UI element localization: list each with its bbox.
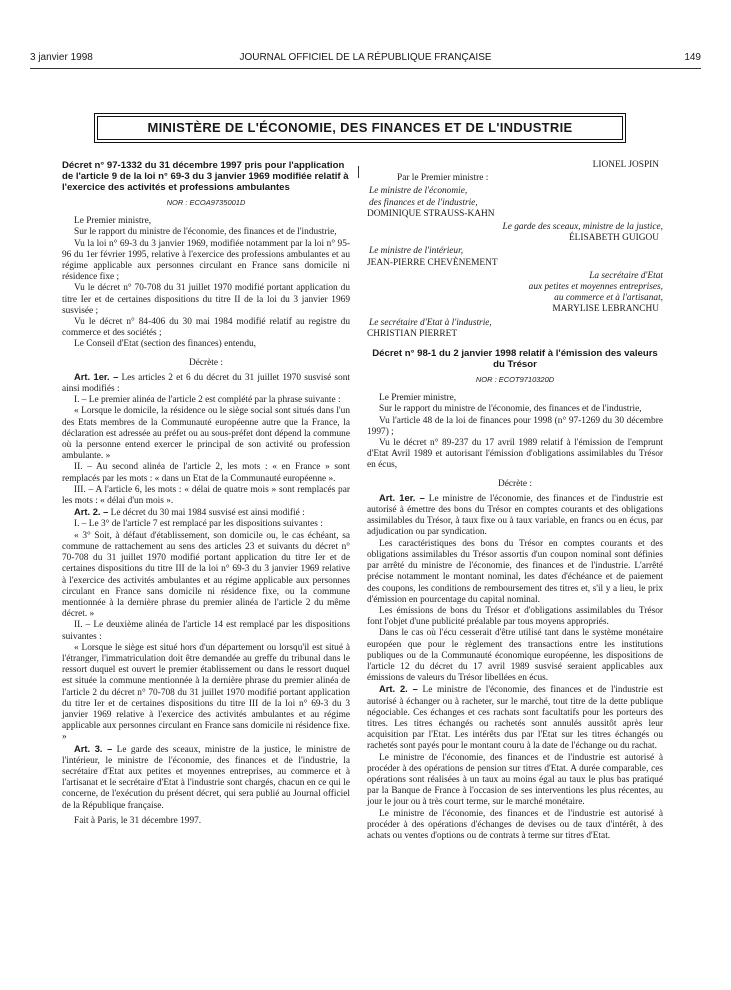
nor-reference: NOR : ECOT9710320D [475, 375, 555, 385]
article-label: Art. 2. – [74, 507, 109, 518]
intro-paragraph: Vu la loi n° 69-3 du 3 janvier 1969, modifiée notamment par la loi n° 95-96 du 1er février 1995, relative à l'exercice des professions ambulantes et au régime applicable aux personnes circulant en France sans domicile ni résidence fixe ; [62, 238, 350, 283]
decrete-heading: Décrète : [189, 357, 223, 368]
signature-entry [367, 271, 663, 316]
signatory-name: DOMINIQUE STRAUSS-KAHN [367, 208, 495, 219]
article-paragraph: Les émissions de bons du Trésor et d'obligations assimilables du Trésor font l'objet d'une publicité préalable par tous moyens appropriés. [367, 605, 663, 628]
signatory-name: JEAN-PIERRE CHEVÈNEMENT [367, 257, 498, 268]
article-paragraph: I. – Le premier alinéa de l'article 2 est complété par la phrase suivante : [74, 395, 341, 406]
signatory-role: aux petites et moyennes entreprises, [528, 282, 663, 293]
signature-entry [367, 222, 663, 244]
article-paragraph: II. – Le deuxième alinéa de l'article 14 est remplacé par les dispositions suivantes : [62, 620, 350, 642]
article-2: Art. 2. – Le ministre de l'économie, des finances et de l'industrie est autorisé à échanger ou à racheter, sur le marché, tout titre de la dette publique négociable. Ces échanges et ces rachats sont facultatifs pour les porteurs des titres. Les titres échangés ou rachetés sont annulés aussitôt après leur acquisition par l'Etat. Les intérêts dus par l'Etat sur les titres échangés ou rachetés sont payés pour le montant couru à la date de l'échange ou du rachat. [367, 684, 663, 752]
article-paragraph: Le ministre de l'économie, des finances et de l'industrie est autorisé à procéder à des opérations de pension sur titres d'Etat. A durée comparable, ces opérations sont réalisées à un taux au moins égal au taux le plus bas pratiqué par la Banque de France à l'occasion de ses interventions les plus récentes, au jour le jour ou à très court terme, sur le marché monétaire. [367, 752, 663, 808]
signatory-role: Le secrétaire d'Etat à l'industrie, [369, 317, 492, 328]
article-paragraph: « Lorsque le domicile, la résidence ou le siège social sont situés dans l'un des Etats membres de la Communauté européenne autre que la France, la déclaration est adressée au préfet ou au sous-préfet dont dépend la commune où la personne entend exercer le principal de son activité ou profession ambulante. » [62, 406, 350, 462]
intro-paragraph: Vu le décret n° 89-237 du 17 avril 1989 relatif à l'émission de l'emprunt d'Etat Avril 1989 et autorisant l'émission d'obligations assimilables du Trésor en écus, [367, 438, 663, 471]
header-rule [30, 68, 701, 69]
intro-paragraph: Sur le rapport du ministre de l'économie, des finances et de l'industrie, [379, 404, 642, 415]
signatory-name: CHRISTIAN PIERRET [367, 328, 458, 339]
done-at-line: Fait à Paris, le 31 décembre 1997. [74, 815, 202, 826]
signature-entry [367, 186, 663, 220]
article-label: Art. 1er. – [74, 371, 119, 382]
signature-entry [367, 246, 663, 268]
header-page-number: 149 [684, 52, 701, 63]
signatory-name: MARYLISE LEBRANCHU [552, 304, 659, 315]
article-2: Art. 2. – Le décret du 30 mai 1984 susvisé est ainsi modifié : [74, 507, 305, 519]
signature-entry [367, 173, 663, 184]
article-paragraph: Dans le cas où l'écu cesserait d'être utilisé tant dans le système monétaire européen que pour le règlement des transactions entre les institutions publiques ou de la Communauté économique européenne, les dispositions de l'article 12 du décret du 17 avril 1989 susvisé seraient applicables aux émissions de valeurs du Trésor libellées en écus. [367, 628, 663, 684]
signatory-name: ÉLISABETH GUIGOU [568, 233, 659, 244]
article-paragraph: « Lorsque le siège est situé hors d'un département ou lorsqu'il est situé à l'étranger, l'immatriculation doit être demandée au greffe du tribunal dans le ressort duquel est ouvert le premier établissement ou dans le ressort duquel est située la commune mentionnée à la dernière phrase du premier alinéa de l'article 2 du décret n° 70-708 du 31 juillet 1970 modifié portant application du titre Ier et de certaines dispositions du titre III de la loi n° 69-3 du 3 janvier 1969 relative à l'exercice des activités ambulantes et au régime applicable aux personnes circulant en France sans domicile ni résidence fixe. » [62, 642, 350, 743]
article-paragraph: II. – Au second alinéa de l'article 2, les mots : « en France » sont remplacés par les mots : « dans un Etat de la Communauté européenne ». [62, 462, 350, 484]
article-paragraph: Le ministre de l'économie, des finances et de l'industrie est autorisé à procéder à des opérations d'échanges de devises ou de taux d'intérêt, à des achats ou ventes d'options ou de contrats à terme sur titres d'Etat. [367, 808, 663, 841]
ministry-banner: MINISTÈRE DE L'ÉCONOMIE, DES FINANCES ET DE L'INDUSTRIE [97, 116, 623, 140]
intro-paragraph: Vu l'article 48 de la loi de finances pour 1998 (n° 97-1269 du 30 décembre 1997) ; [367, 415, 663, 437]
decrete-heading: Décrète : [498, 478, 532, 489]
header-date: 3 janvier 1998 [30, 52, 93, 63]
intro-paragraph: Le Premier ministre, [74, 216, 152, 227]
signatory-role: des finances et de l'industrie, [369, 197, 478, 208]
intro-paragraph: Le Premier ministre, [379, 393, 457, 404]
signatory-role: La secrétaire d'Etat [589, 270, 663, 281]
article-paragraph: I. – Le 3° de l'article 7 est remplacé par les dispositions suivantes : [74, 519, 323, 530]
article-label: Art. 2. – [379, 684, 418, 695]
signatory-role: au commerce et à l'artisanat, [554, 293, 663, 304]
right-column [367, 160, 663, 842]
article-paragraph: « 3° Soit, à défaut d'établissement, son domicile ou, le cas échéant, sa commune de rattachement au sens des articles 23 et suivants du décret n° 70-708 du 31 juillet 1970 modifié portant application du titre Ier et de certaines dispositions du titre III de la loi n° 69-3 du 3 janvier 1969 relative à l'exercice des activités ambulantes et au régime applicable aux personnes circulant en France sans domicile ni résidence fixe, ou la commune mentionnée à la dernière phrase du premier alinéa de l'article 2 du même décret. » [62, 530, 350, 620]
signature-preface: Par le Premier ministre : [397, 173, 489, 184]
signatory-name: LIONEL JOSPIN [592, 160, 659, 170]
article-paragraph: Les caractéristiques des bons du Trésor en comptes courants et des obligations assimilables du Trésor assortis d'un coupon nominal sont définies par arrêté du ministre de l'économie, des finances et de l'industrie. L'arrêté précise notamment le montant nominal, les dates d'échéance et de paiement des coupons, les conditions de remboursement des titres et, s'il y a lieu, le prix d'émission en pourcentage du capital nominal. [367, 538, 663, 605]
decree-title: Décret n° 98-1 du 2 janvier 1998 relatif à l'émission des valeurs du Trésor [372, 348, 658, 371]
intro-paragraph: Le Conseil d'Etat (section des finances) entendu, [74, 339, 257, 350]
article-3: Art. 3. – Le garde des sceaux, ministre de la justice, le ministre de l'intérieur, le ministre de l'économie, des finances et de l'industrie, la secrétaire d'Etat aux petites et moyennes entreprises, au commerce et à l'artisanat et le secrétaire d'Etat à l'industrie sont chargés, chacun en ce qui le concerne, de l'exécution du présent décret, qui sera publié au Journal officiel de la République française. [62, 743, 350, 811]
article-label: Art. 1er. – [379, 492, 425, 503]
article-1: Art. 1er. – Le ministre de l'économie, des finances et de l'industrie est autorisé à émettre des bons du Trésor en comptes courants et des obligations assimilables du Trésor, à taux fixe ou à taux variable, en francs ou en écus, par adjudication ou par syndication. [367, 492, 663, 538]
decree-title: Décret n° 97-1332 du 31 décembre 1997 pris pour l'application de l'article 9 de la loi n° 69-3 du 3 janvier 1969 modifiée relatif à l'exercice des activités et professions ambulantes [62, 160, 349, 193]
signatory-role: Le ministre de l'intérieur, [369, 246, 464, 257]
signature-block [367, 160, 663, 340]
nor-reference: NOR : ECOA9735001D [166, 198, 246, 207]
intro-paragraph: Sur le rapport du ministre de l'économie, des finances et de l'industrie, [74, 227, 337, 238]
signature-entry [367, 160, 663, 171]
signature-entry [367, 318, 663, 340]
page-header [30, 52, 701, 66]
header-journal-title: JOURNAL OFFICIEL DE LA RÉPUBLIQUE FRANÇAISE [239, 52, 492, 63]
intro-paragraph: Vu le décret n° 70-708 du 31 juillet 1970 modifié portant application du titre Ier et de certaines dispositions du titre II de la loi du 3 janvier 1969 susvisée ; [62, 283, 350, 316]
column-separator [358, 166, 359, 178]
article-paragraph: III. – A l'article 6, les mots : « délai de quatre mois » sont remplacés par les mots : « délai d'un mois ». [62, 484, 350, 507]
article-label: Art. 3. – [74, 743, 113, 754]
signatory-role: Le ministre de l'économie, [369, 186, 468, 197]
signatory-role: Le garde des sceaux, ministre de la justice, [502, 222, 663, 233]
left-column [62, 160, 350, 827]
intro-paragraph: Vu le décret n° 84-406 du 30 mai 1984 modifié relatif au registre du commerce et des sociétés ; [62, 317, 350, 339]
article-1: Art. 1er. – Les articles 2 et 6 du décret du 31 juillet 1970 susvisé sont ainsi modifiés : [62, 371, 350, 395]
